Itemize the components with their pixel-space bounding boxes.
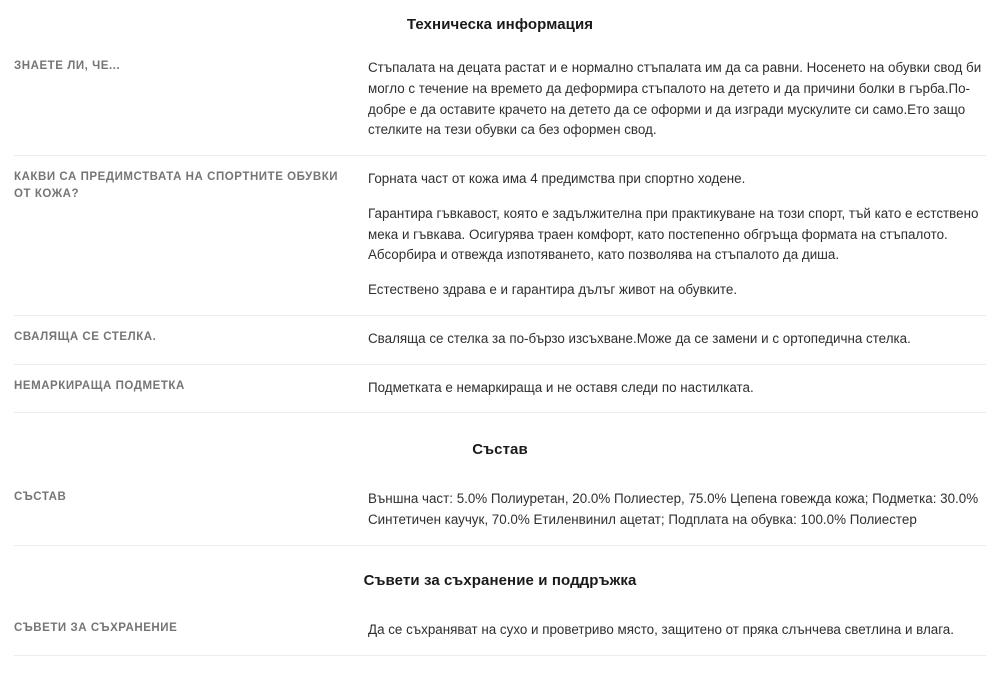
paragraph: Естествено здрава е и гарантира дълъг живот на обувките. bbox=[368, 282, 738, 298]
table-row bbox=[14, 364, 986, 413]
spec-label-removable-insole: СВАЛЯЩА СЕ СТЕЛКА. bbox=[14, 315, 368, 364]
section-heading-technical-information: Техническа информация bbox=[406, 16, 594, 33]
paragraph: Стъпалата на децата растат и е нормално стъпалата им да са равни. Носенето на обувки свод би могло с течение на времето да деформира стъпалото на детето и да причини болки в гърба.По-добре е да оставите крачето на детето да се оформи и да изгради мускулите си само.Ето защо стелките на тези обувки са без оформен свод. bbox=[368, 60, 982, 138]
table-row bbox=[14, 315, 986, 364]
table-row bbox=[14, 607, 986, 655]
spec-value-leather-advantages bbox=[368, 156, 986, 316]
paragraph: Сваляща се стелка за по-бързо изсъхване.Може да се замени и с ортопедична стелка. bbox=[368, 330, 911, 346]
spec-label-leather-advantages: КАКВИ СА ПРЕДИМСТВАТА НА СПОРТНИТЕ ОБУВКИ ОТ КОЖА? bbox=[14, 156, 368, 316]
paragraph: Външна част: 5.0% Полиуретан, 20.0% Полиестер, 75.0% Цепена говежда кожа; Подметка: 30.0% Синтетичен каучук, 70.0% Етиленвинил ацетат; Подплата на обувка: 100.0% Полиестер bbox=[368, 491, 979, 528]
paragraph: Подметката е немаркираща и не оставя следи по настилката. bbox=[368, 379, 754, 395]
spec-label-composition: СЪСТАВ bbox=[14, 476, 368, 545]
paragraph: Гарантира гъвкавост, която е задължителна при практикуване на този спорт, тъй като е естствено мека и гъвкава. Осигурява траен комфорт, като постепенно обгръща формата на стъпалото. Абсорбира и отвежда изпотяването, като позволява на стъпалото да диша. bbox=[368, 205, 979, 263]
spec-value-non-marking-sole bbox=[368, 364, 986, 413]
paragraph: Да се съхраняват на сухо и проветриво място, защитено от пряка слънчева светлина и влага. bbox=[368, 621, 954, 637]
section-heading-composition: Състав bbox=[472, 441, 528, 459]
spec-value-composition bbox=[368, 476, 986, 545]
storage-tips-table bbox=[14, 607, 986, 656]
table-row bbox=[14, 476, 986, 545]
spec-value-removable-insole bbox=[368, 315, 986, 364]
technical-information-table bbox=[14, 45, 986, 413]
paragraph: Горната част от кожа има 4 предимства при спортно ходене. bbox=[368, 171, 746, 187]
section-heading-storage-care-tips: Съвети за съхранение и поддръжка bbox=[363, 571, 637, 589]
table-row bbox=[14, 45, 986, 156]
composition-table bbox=[14, 476, 986, 546]
spec-label-non-marking-sole: НЕМАРКИРАЩА ПОДМЕТКА bbox=[14, 364, 368, 413]
spec-label-storage-tips: СЪВЕТИ ЗА СЪХРАНЕНИЕ bbox=[14, 607, 368, 655]
spec-value-did-you-know bbox=[368, 45, 986, 156]
spec-value-storage-tips bbox=[368, 607, 986, 655]
spec-label-did-you-know: ЗНАЕТЕ ЛИ, ЧЕ... bbox=[14, 45, 368, 156]
table-row bbox=[14, 156, 986, 316]
